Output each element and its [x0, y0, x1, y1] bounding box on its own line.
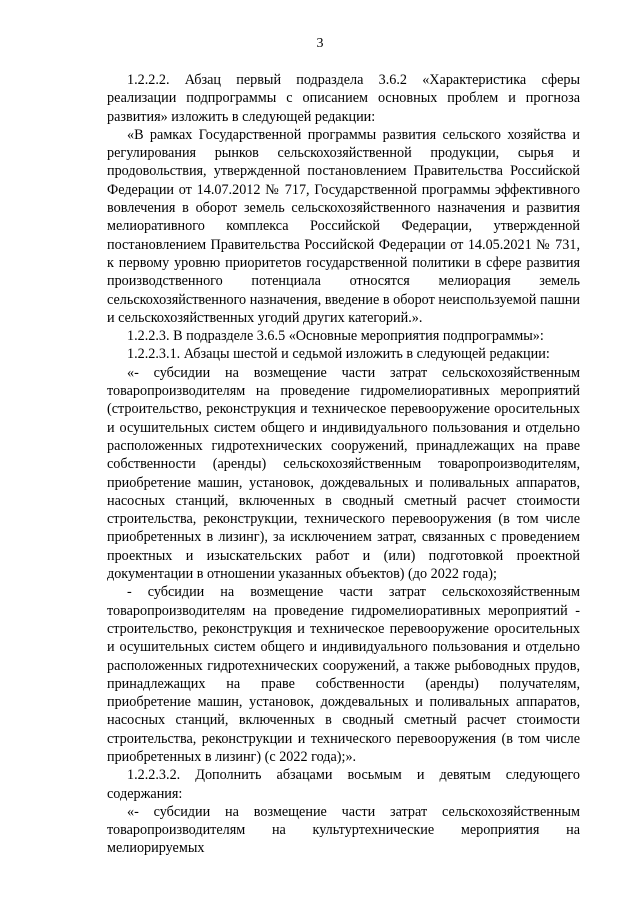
- paragraph-1-2-2-3-1: 1.2.2.3.1. Абзацы шестой и седьмой изложить в следующей редакции:: [127, 346, 550, 363]
- paragraph-1-2-2-3: 1.2.2.3. В подразделе 3.6.5 «Основные мероприятия подпрограммы»:: [127, 328, 544, 345]
- paragraph-subsidy-until-2022: «- субсидии на возмещение части затрат сельскохозяйственным товаропроизводителям на проведение гидромелиоративных мероприятий (строительство, реконструкция и техническое перевооружение оросительных и осушительных систем общего и индивидуального пользования и отдельно расположенных гидротехнических сооружений, принадлежащих на праве собственности (аренды) сельскохозяйственным товаропроизводителям, приобретение машин, установок, дождевальных и поливальных аппаратов, насосных станций, включенных в сводный сметный расчет стоимости строительства, реконструкции, технического перевооружения (в том числе приобретенных в лизинг), за исключением затрат, связанных с проведением проектных и изыскательских работ и (или) подготовкой проектной документации в отношении указанных объектов) (до 2022 года);: [107, 364, 580, 583]
- paragraph-1-2-2-3-2: 1.2.2.3.2. Дополнить абзацами восьмым и девятым следующего содержания:: [107, 767, 580, 802]
- paragraph-subsidy-cultural-technical: «- субсидии на возмещение части затрат сельскохозяйственным товаропроизводителям на культуртехнические мероприятия на мелиорируемых: [107, 803, 580, 857]
- page-number: 3: [316, 36, 324, 51]
- document-body: [107, 71, 580, 858]
- paragraph-1-2-2-2: 1.2.2.2. Абзац первый подраздела 3.6.2 «Характеристика сферы реализации подпрограммы с описанием основных проблем и прогноза развития» изложить в следующей редакции:: [107, 72, 580, 125]
- paragraph-subsidy-from-2022: - субсидии на возмещение части затрат сельскохозяйственным товаропроизводителям на проведение гидромелиоративных мероприятий - строительство, реконструкция и техническое перевооружение оросительных и осушительных систем общего и индивидуального пользования и отдельно расположенных гидротехнических сооружений, а также рыбоводных прудов, принадлежащих на праве собственности (аренды) получателям, приобретение машин, установок, дождевальных и поливальных аппаратов, насосных станций, включенных в сводный сметный расчет стоимости строительства, реконструкции и технического перевооружения (в том числе приобретенных в лизинг) (с 2022 года);».: [107, 584, 580, 765]
- paragraph-quote-program: «В рамках Государственной программы развития сельского хозяйства и регулирования рынков сельскохозяйственной продукции, сырья и продовольствия, утвержденной постановлением Правительства Российской Федерации от 14.07.2012 № 717, Государственной программы эффективного вовлечения в оборот земель сельскохозяйственного назначения и развития мелиоративного комплекса Российской Федерации, утвержденной постановлением Правительства Российской Федерации от 14.05.2021 № 731, к первому уровню приоритетов государственной политики в сфере развития производственного потенциала относятся мелиорация земель сельскохозяйственного назначения, введение в оборот неиспользуемой пашни и сельскохозяйственных угодий других категорий.».: [107, 126, 580, 326]
